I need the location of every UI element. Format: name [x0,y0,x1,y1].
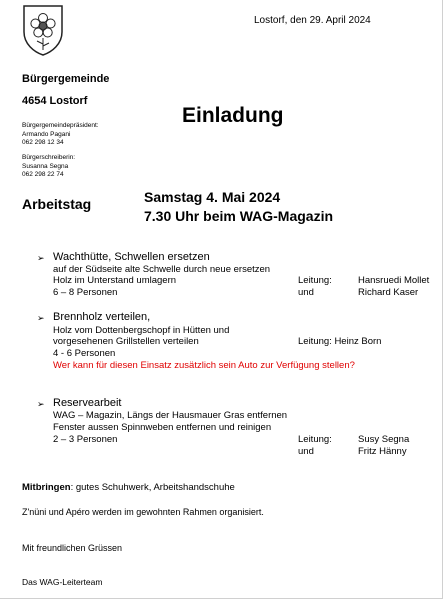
greeting: Mit freundlichen Grüssen [22,543,123,553]
lead-name: Susy Segna [358,434,410,445]
task-title: Brennholz verteilen, [53,311,151,323]
lead-name: Hansruedi Mollet [358,275,430,286]
bring-line [22,482,235,493]
zvieri-note: Z'nüni und Apéro werden im gewohnten Rahmen organisiert. [22,507,264,517]
lead-and: und [298,446,314,457]
lead-name: Fritz Hänny [358,446,407,457]
task-line: WAG – Magazin, Längs der Hausmauer Gras entfernen [53,410,288,421]
document-title: Einladung [182,104,284,127]
task-title: Wachthütte, Schwellen ersetzen [53,251,210,263]
coat-of-arms-icon [22,4,64,56]
bullet-arrow-icon: ➢ [37,399,45,409]
lead-and: und [298,287,314,298]
clerk-phone: 062 298 22 74 [22,171,64,178]
lead-label: Leitung: [298,434,332,445]
task-line: 2 – 3 Personen [53,434,118,445]
clerk-name: Susanna Segna [22,162,69,170]
org-address: 4654 Lostorf [22,95,88,107]
task-line: Fenster aussen Spinnweben entfernen und reinigen [53,422,272,433]
president-phone: 062 298 12 34 [22,139,64,146]
clerk-contact [22,154,75,180]
clerk-role: Bürgerschreiberin: [22,154,76,161]
org-name: Bürgergemeinde [22,73,110,85]
task-line: Holz vom Dottenbergschopf in Hütten und [53,325,230,336]
task-line: 6 – 8 Personen [53,287,118,298]
bring-label: Mitbringen [22,482,71,493]
place-date: Lostorf, den 29. April 2024 [254,15,371,26]
signature: Das WAG-Leiterteam [22,577,103,587]
event-label: Arbeitstag [22,196,92,212]
event-date: Samstag 4. Mai 2024 [144,189,281,205]
president-contact [22,122,99,148]
president-name: Armando Pagani [22,130,71,138]
president-role: Bürgergemeindepräsident: [22,122,99,129]
car-request-note: Wer kann für diesen Einsatz zusätzlich sein Auto zur Verfügung stellen? [53,360,355,371]
lead-text: Leitung: Heinz Born [298,336,382,347]
lead-label: Leitung: [298,275,332,286]
bullet-arrow-icon: ➢ [37,313,45,323]
task-line: auf der Südseite alte Schwelle durch neue ersetzen [53,264,271,275]
lead-name: Richard Kaser [358,287,419,298]
task-title: Reservearbeit [53,397,122,409]
bring-text: : gutes Schuhwerk, Arbeitshandschuhe [70,482,235,493]
task-line: 4 - 6 Personen [53,348,116,359]
task-line: Holz im Unterstand umlagern [53,275,177,286]
event-time-place: 7.30 Uhr beim WAG-Magazin [144,208,334,224]
bullet-arrow-icon: ➢ [37,253,45,263]
task-line: vorgesehenen Grillstellen verteilen [53,336,199,347]
